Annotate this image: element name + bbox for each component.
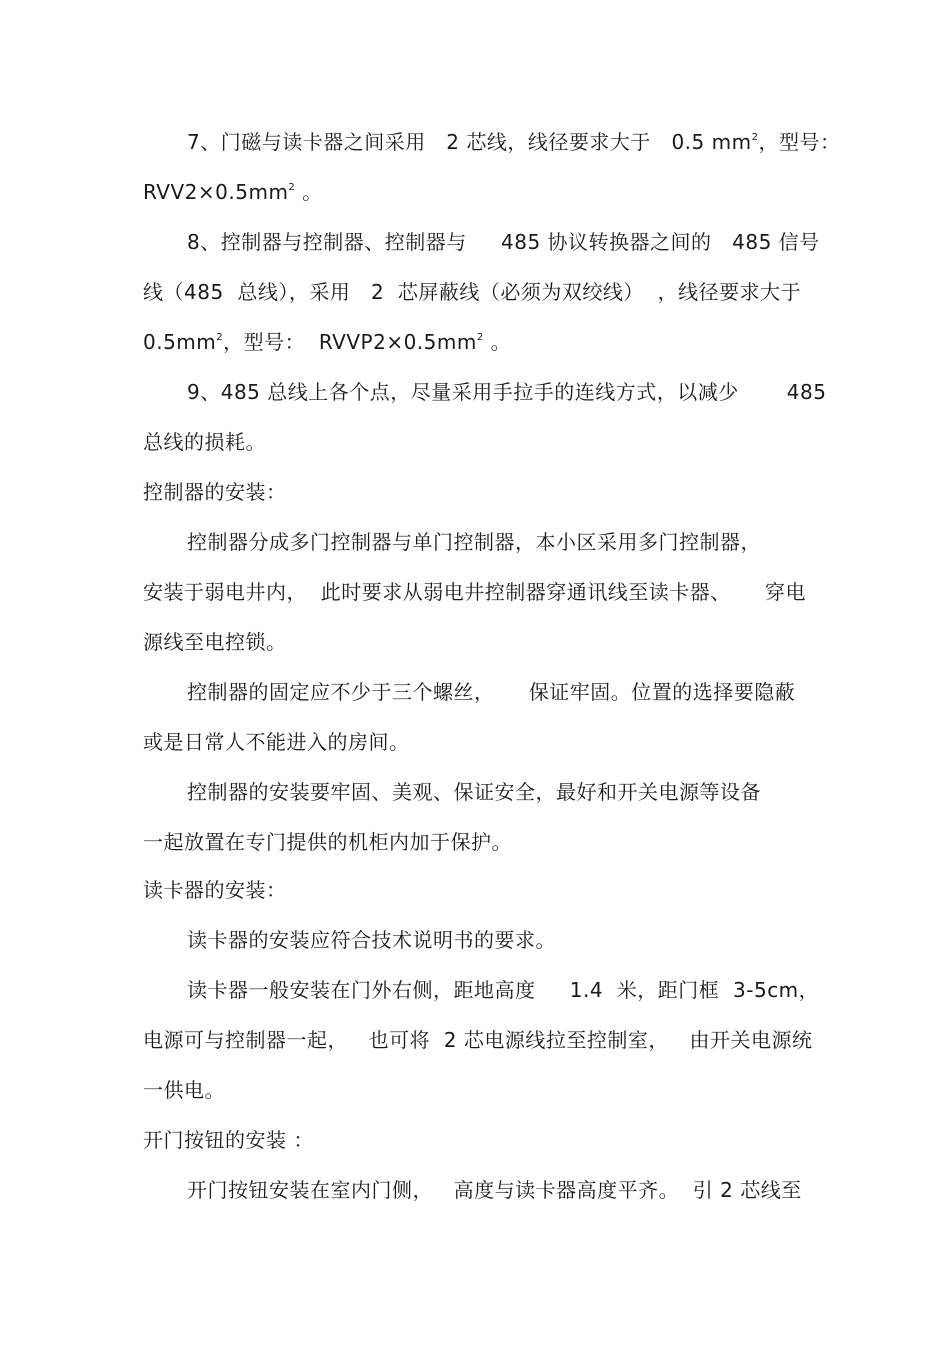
paragraph-9-line-1: 9、485 总线上各个点，尽量采用手拉手的连线方式，以减少 485	[187, 380, 827, 404]
text-run: 。	[483, 330, 512, 354]
controller-para-1-line-3: 源线至电控锁。	[143, 630, 287, 654]
controller-para-1-line-1: 控制器分成多门控制器与单门控制器，本小区采用多门控制器，	[187, 530, 761, 554]
controller-para-3-line-1: 控制器的安装要牢固、美观、保证安全，最好和开关电源等设备	[187, 780, 761, 804]
text-run: 7、门磁与读卡器之间采用 2 芯线，线径要求大于 0.5 mm	[187, 130, 752, 154]
paragraph-7-line-2	[143, 178, 823, 206]
controller-para-2-line-2: 或是日常人不能进入的房间。	[143, 730, 410, 754]
button-para-1-line-1: 开门按钮安装在室内门侧， 高度与读卡器高度平齐。 引 2 芯线至	[187, 1178, 802, 1202]
paragraph-8-line-2: 线（485 总线），采用 2 芯屏蔽线（必须为双绞线） ，线径要求大于	[143, 280, 802, 304]
heading-reader-install: 读卡器的安装：	[143, 878, 287, 902]
reader-para-2-line-1: 读卡器一般安装在门外右侧，距地高度 1.4 米，距门框 3-5cm，	[187, 978, 820, 1002]
text-run: 。	[295, 180, 323, 204]
reader-para-2-line-3: 一供电。	[143, 1078, 225, 1102]
superscript: 2	[476, 332, 484, 343]
text-run: 0.5mm	[143, 330, 217, 354]
heading-controller-install: 控制器的安装：	[143, 480, 287, 504]
superscript: 2	[288, 182, 296, 193]
paragraph-8-line-1: 8、控制器与控制器、控制器与 485 协议转换器之间的 485 信号	[187, 230, 820, 254]
paragraph-8-line-3	[143, 328, 823, 356]
superscript: 2	[751, 132, 759, 143]
superscript: 2	[216, 332, 224, 343]
paragraph-9-line-2: 总线的损耗。	[143, 430, 266, 454]
reader-para-2-line-2: 电源可与控制器一起， 也可将 2 芯电源线拉至控制室， 由开关电源统	[143, 1028, 813, 1052]
heading-exit-button-install: 开门按钮的安装 ：	[143, 1128, 314, 1152]
text-run: RVV2×0.5mm	[143, 180, 289, 204]
text-run: ，型号：	[758, 130, 841, 154]
controller-para-3-line-2: 一起放置在专门提供的机柜内加于保护。	[143, 830, 512, 854]
reader-para-1-line-1: 读卡器的安装应符合技术说明书的要求。	[187, 928, 556, 952]
controller-para-2-line-1: 控制器的固定应不少于三个螺丝， 保证牢固。位置的选择要隐蔽	[187, 680, 796, 704]
text-run: ，型号： RVVP2×0.5mm	[223, 330, 477, 354]
paragraph-7-line-1	[187, 128, 867, 156]
controller-para-1-line-2: 安装于弱电井内， 此时要求从弱电井控制器穿通讯线至读卡器、 穿电	[143, 580, 807, 604]
